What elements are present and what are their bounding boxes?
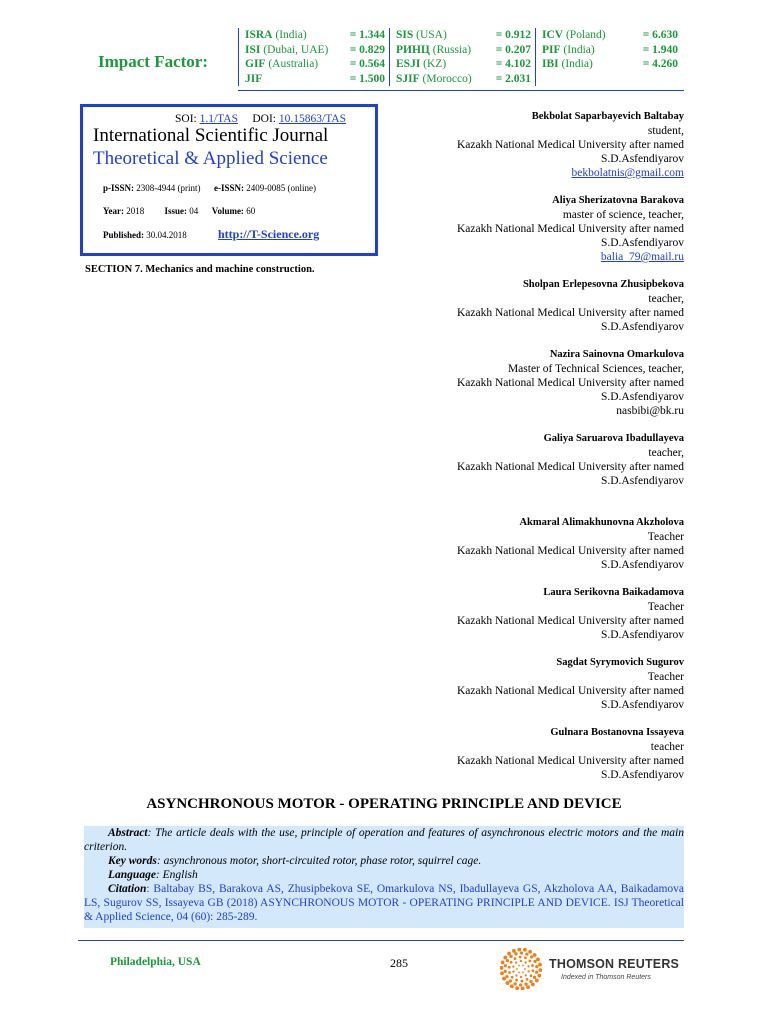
author-block	[364, 586, 684, 642]
year-label: Year:	[103, 206, 124, 216]
citation-text: : Baltabay BS, Barakova AS, Zhusipbekova SE, Omarkulova NS, Ibadullayeva GS, Akzholova AA, Baikadamova LS, Sugurov SS, Issayeva GB (2018) ASYNCHRONOUS MOTOR - OPERATING PRINCIPLE AND DEVICE. ISJ Theoretical & Applied Science, 04 (60): 285-289.	[84, 883, 684, 923]
impact-index-name	[396, 43, 471, 58]
author-name: Laura Serikovna Baikadamova	[543, 587, 684, 598]
impact-index-value	[350, 43, 385, 58]
author-affiliation-line: Kazakh National Medical University after named	[456, 377, 684, 389]
impact-equals: =	[495, 72, 503, 85]
impact-column-1	[239, 28, 390, 86]
author-name: Aliya Sherizatovna Barakova	[552, 195, 684, 206]
header-rule	[238, 90, 684, 91]
impact-index-name	[396, 28, 447, 43]
issue-value: 04	[189, 206, 199, 216]
impact-row	[245, 57, 385, 72]
impact-value: 0.912	[505, 29, 531, 41]
logo-dot	[533, 960, 536, 963]
impact-index-value	[496, 72, 531, 87]
citation-paragraph	[84, 882, 684, 924]
pissn-label: p-ISSN:	[103, 183, 135, 193]
impact-index-code: IBI	[542, 58, 559, 70]
author-affiliation-line: teacher	[650, 741, 684, 753]
impact-index-name	[245, 57, 318, 72]
impact-row	[396, 28, 531, 43]
impact-index-name	[245, 28, 307, 43]
abstract-text: : The article deals with the use, principle of operation and features of asynchronous electric motors and the main criterion.	[84, 827, 684, 853]
impact-index-region: (KZ)	[423, 58, 447, 70]
author-affiliation-line: Kazakh National Medical University after named	[456, 139, 684, 151]
author-affiliation-line: S.D.Asfendiyarov	[600, 475, 684, 487]
impact-index-value	[350, 28, 385, 43]
language-paragraph	[84, 868, 684, 882]
author-affiliation-line: Kazakh National Medical University after named	[456, 307, 684, 319]
abstract-box	[84, 826, 684, 928]
author-affiliation-line: S.D.Asfendiyarov	[600, 769, 684, 781]
impact-row	[396, 72, 531, 87]
logo-dot	[515, 979, 518, 982]
author-affiliation-line: Kazakh National Medical University after named	[456, 685, 684, 697]
logo-dot	[514, 952, 517, 955]
author-block	[364, 656, 684, 712]
footer-rule	[78, 940, 684, 941]
published-value: 30.04.2018	[146, 230, 187, 240]
year-issue-volume-line	[103, 206, 255, 216]
impact-value: 1.344	[359, 29, 385, 41]
author-affiliation-line: S.D.Asfendiyarov	[600, 699, 684, 711]
doi-label: DOI:	[252, 113, 276, 125]
journal-subtitle: Theoretical & Applied Science	[93, 148, 328, 169]
author-name: Akmaral Alimakhunovna Akzholova	[519, 517, 684, 528]
logo-dot	[524, 956, 527, 959]
impact-equals: =	[642, 58, 650, 70]
impact-index-region: (India)	[561, 58, 593, 70]
impact-index-code: РИНЦ	[396, 43, 430, 56]
impact-index-region: (Dubai, UAE)	[263, 43, 329, 56]
logo-dot	[508, 971, 511, 974]
impact-index-value	[350, 57, 385, 72]
logo-dot	[531, 964, 534, 967]
author-block	[364, 110, 684, 180]
impact-index-code: ESJI	[396, 58, 421, 70]
impact-row	[245, 72, 385, 87]
impact-row	[245, 28, 385, 43]
author-block	[364, 194, 684, 264]
impact-index-region: (Australia)	[268, 58, 319, 70]
author-affiliation-line: Kazakh National Medical University after named	[456, 755, 684, 767]
impact-index-region: (India)	[275, 29, 307, 41]
author-email-link[interactable]: bekbolatnis@gmail.com	[571, 167, 684, 179]
logo-dot	[521, 987, 525, 990]
logo-dot	[524, 961, 526, 963]
author-block	[364, 278, 684, 334]
author-affiliation-line: Kazakh National Medical University after named	[456, 615, 684, 627]
logo-dot	[517, 948, 521, 951]
logo-dot	[520, 980, 523, 983]
logo-dot	[528, 950, 532, 954]
logo-dot	[520, 960, 522, 962]
logo-dot	[512, 970, 514, 972]
logo-dot	[518, 972, 520, 974]
logo-dot	[533, 976, 536, 979]
impact-index-code: ISI	[245, 43, 261, 56]
impact-index-code: SIS	[396, 29, 414, 41]
logo-dot	[529, 980, 532, 983]
author-affiliation-line: Teacher	[647, 671, 684, 683]
logo-dot	[512, 949, 516, 953]
pissn-value: 2308-4944 (print)	[136, 183, 201, 193]
impact-equals: =	[495, 43, 503, 56]
eissn-value: 2409-0085 (online)	[246, 183, 317, 193]
logo-dot	[524, 983, 527, 986]
logo-dot	[515, 961, 517, 963]
logo-dot	[533, 953, 537, 957]
logo-dot	[507, 952, 511, 956]
impact-index-name	[396, 72, 472, 87]
logo-dot	[535, 979, 539, 983]
logo-dot	[527, 970, 529, 972]
logo-dot	[500, 972, 504, 976]
keywords-text: : asynchronous motor, short-circuited rotor, phase rotor, squirrel cage.	[156, 855, 482, 867]
keywords-label: Key words	[108, 855, 157, 867]
logo-dot	[516, 968, 518, 970]
author-affiliation-line: Kazakh National Medical University after named	[456, 461, 684, 473]
soi-link[interactable]: 1.1/TAS	[199, 113, 238, 125]
author-affiliation-line: S.D.Asfendiyarov	[600, 559, 684, 571]
author-affiliation-line: student,	[647, 125, 684, 137]
logo-dot	[503, 956, 507, 960]
author-name: Bekbolat Saparbayevich Baltabay	[531, 111, 684, 122]
impact-index-name	[245, 72, 262, 87]
logo-dot	[509, 979, 512, 982]
journal-site-link[interactable]: http://T-Science.org	[218, 227, 320, 241]
author-affiliation-line: Kazakh National Medical University after named	[456, 545, 684, 557]
logo-dot	[501, 961, 505, 965]
author-affiliation-line: Master of Technical Sciences, teacher,	[507, 363, 684, 375]
soi-doi-line	[175, 113, 346, 125]
impact-row	[542, 28, 678, 43]
impact-index-value	[643, 57, 678, 72]
logo-dot	[508, 966, 511, 969]
logo-dot	[505, 975, 508, 978]
impact-index-code: JIF	[245, 72, 263, 85]
eissn-label: e-ISSN:	[214, 183, 245, 193]
abstract-paragraph	[84, 826, 684, 854]
logo-dot	[530, 974, 533, 977]
impact-row	[245, 43, 385, 58]
logo-dot	[522, 972, 524, 974]
impact-index-value	[643, 43, 678, 58]
journal-name: International Scientific Journal	[93, 125, 329, 146]
logo-dot	[522, 965, 524, 967]
logo-dot	[526, 985, 530, 989]
impact-index-code: ICV	[542, 29, 564, 41]
impact-index-code: ISRA	[245, 29, 273, 41]
author-affiliation-line: Teacher	[647, 531, 684, 543]
thomson-reuters-brand: THOMSON REUTERS	[549, 957, 680, 971]
logo-dot	[510, 961, 513, 964]
impact-equals: =	[642, 43, 650, 56]
soi-label: SOI:	[175, 113, 197, 125]
logo-dot	[526, 978, 529, 981]
logo-dot	[514, 957, 517, 960]
logo-dot	[515, 986, 519, 990]
impact-index-name	[542, 57, 593, 72]
impact-index-value	[496, 57, 531, 72]
author-name: Sholpan Erlepesovna Zhusipbekova	[522, 279, 684, 290]
impact-column-2	[390, 28, 536, 86]
impact-index-value	[496, 43, 531, 58]
year-value: 2018	[126, 206, 145, 216]
thomson-reuters-logo-icon	[500, 948, 542, 990]
impact-equals: =	[642, 29, 650, 41]
doi-link[interactable]: 10.15863/TAS	[278, 113, 346, 125]
section-heading: SECTION 7. Mechanics and machine construction.	[85, 264, 315, 275]
impact-equals: =	[349, 43, 357, 56]
impact-equals: =	[349, 58, 357, 70]
author-affiliation-line: S.D.Asfendiyarov	[600, 237, 684, 249]
footer-city: Philadelphia, USA	[110, 956, 201, 968]
logo-dot	[527, 965, 529, 967]
impact-value: 6.630	[652, 29, 678, 41]
impact-index-code: GIF	[245, 58, 266, 70]
logo-dot	[509, 955, 512, 958]
logo-dot	[518, 965, 520, 967]
author-affiliation-line: S.D.Asfendiyarov	[600, 629, 684, 641]
logo-dot	[513, 982, 516, 985]
impact-index-code: SJIF	[396, 72, 420, 85]
author-block	[364, 516, 684, 572]
logo-dot	[535, 965, 538, 968]
language-label: Language	[108, 869, 156, 881]
article-title: ASYNCHRONOUS MOTOR - OPERATING PRINCIPLE AND DEVICE	[146, 796, 622, 812]
impact-index-region: (Russia)	[432, 43, 472, 56]
author-affiliation-line: teacher,	[648, 293, 684, 305]
impact-index-value	[496, 28, 531, 43]
logo-dot	[535, 971, 538, 974]
impact-index-name	[542, 28, 606, 43]
author-affiliation-line: S.D.Asfendiyarov	[600, 153, 684, 165]
impact-value: 1.500	[359, 72, 385, 85]
logo-dot	[523, 948, 527, 952]
impact-row	[396, 57, 531, 72]
abstract-label: Abstract	[108, 827, 148, 839]
impact-equals: =	[495, 58, 503, 70]
logo-dot	[525, 974, 527, 976]
author-affiliation-line: S.D.Asfendiyarov	[600, 391, 684, 403]
impact-index-region: (India)	[563, 43, 595, 56]
logo-dot	[537, 974, 541, 978]
author-affiliation-line: nasbibi@bk.ru	[616, 405, 684, 417]
author-block	[364, 726, 684, 782]
logo-dot	[511, 976, 514, 979]
author-affiliation-line: Teacher	[647, 601, 684, 613]
impact-index-name	[245, 43, 328, 58]
logo-dot	[504, 970, 507, 973]
impact-index-name	[542, 43, 595, 58]
impact-value: 2.031	[505, 72, 531, 85]
impact-factor-table	[238, 28, 682, 86]
impact-factor-title: Impact Factor:	[98, 52, 208, 71]
published-label: Published:	[103, 230, 145, 240]
author-name: Galiya Saruarova Ibadullayeva	[543, 433, 684, 444]
issue-label: Issue:	[164, 206, 188, 216]
impact-value: 0.207	[505, 43, 531, 56]
impact-equals: =	[349, 72, 357, 85]
logo-dot	[506, 981, 510, 985]
logo-dot	[504, 964, 507, 967]
impact-value: 0.829	[359, 43, 385, 56]
impact-value: 1.940	[652, 43, 678, 56]
impact-index-region: (Morocco)	[422, 72, 472, 85]
impact-row	[542, 57, 678, 72]
thomson-reuters-indexed: Indexed in Thomson Reuters	[561, 974, 651, 981]
keywords-paragraph	[84, 854, 684, 868]
volume-label: Volume:	[211, 206, 244, 216]
impact-value: 4.102	[505, 58, 531, 70]
citation-label: Citation	[108, 883, 147, 895]
logo-dot	[502, 977, 506, 981]
author-affiliation-line: master of science, teacher,	[562, 209, 684, 221]
impact-index-name	[396, 57, 446, 72]
logo-dot	[528, 959, 531, 962]
logo-dot	[519, 983, 522, 986]
published-line	[103, 230, 187, 240]
logo-dot	[530, 955, 533, 958]
impact-index-code: PIF	[542, 43, 561, 56]
author-block	[364, 432, 684, 488]
logo-dot	[536, 958, 540, 962]
author-block	[364, 348, 684, 418]
journal-info-box	[80, 104, 378, 256]
impact-index-region: (USA)	[416, 29, 447, 41]
impact-row	[396, 43, 531, 58]
language-text: : English	[155, 869, 198, 881]
author-affiliation-line: S.D.Asfendiyarov	[600, 321, 684, 333]
impact-equals: =	[495, 29, 503, 41]
logo-dot	[510, 984, 514, 988]
impact-value: 0.564	[359, 58, 385, 70]
logo-dot	[538, 963, 542, 967]
logo-dot	[519, 956, 522, 959]
logo-dot	[520, 976, 522, 978]
author-name: Nazira Sainovna Omarkulova	[549, 349, 684, 360]
logo-dot	[531, 983, 535, 987]
impact-value: 4.260	[652, 58, 678, 70]
author-name: Sagdat Syrymovich Sugurov	[556, 657, 684, 668]
impact-index-region: (Poland)	[565, 29, 606, 41]
author-name: Gulnara Bostanovna Issayeva	[550, 727, 684, 738]
logo-dot	[524, 968, 526, 970]
page-number: 285	[390, 956, 408, 970]
logo-dot	[539, 968, 542, 972]
author-affiliation-line: teacher,	[648, 447, 684, 459]
issn-line	[103, 183, 316, 193]
author-affiliation-line: Kazakh National Medical University after named	[456, 223, 684, 235]
impact-equals: =	[349, 29, 357, 41]
logo-dot	[500, 966, 503, 970]
logo-dot	[525, 952, 528, 955]
impact-column-3	[536, 28, 683, 86]
logo-dot	[512, 965, 514, 967]
logo-dot	[531, 969, 534, 972]
author-email-link[interactable]: balia_79@mail.ru	[600, 251, 684, 263]
impact-index-value	[643, 28, 678, 43]
impact-index-value	[350, 72, 385, 87]
impact-row	[542, 43, 678, 58]
volume-value: 60	[246, 206, 256, 216]
logo-dot	[515, 974, 517, 976]
logo-dot	[520, 951, 523, 954]
logo-dot	[506, 959, 509, 962]
